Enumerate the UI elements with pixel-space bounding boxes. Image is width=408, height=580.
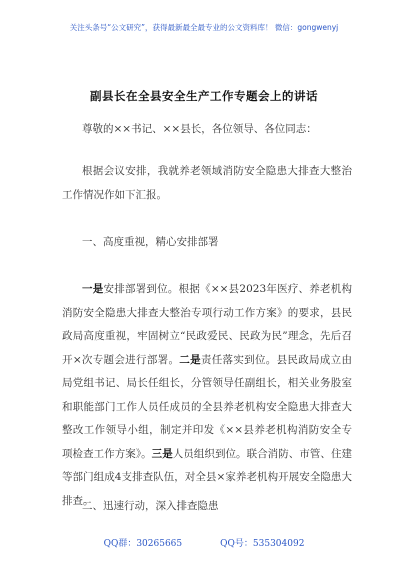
footer-qq-group: QQ群：30265665 xyxy=(103,539,183,549)
point-text-2: 责任落实到位。县民政局成立由局党组书记、局长任组长，分管领导任副组长，相关业务股室和职能部门工作人员任成员的全县养老机构安全隐患大排查大整改工作领导小组，制定并印发《××县养老机构消防安全专项检查工作方案》。 xyxy=(62,353,352,460)
point-lead-2: 二是 xyxy=(179,353,201,366)
section-heading-1: 一、高度重视，精心安排部署 xyxy=(82,236,219,248)
salutation: 尊敬的××书记、××县长，各位领导、各位同志： xyxy=(82,123,317,135)
point-text-3: 人员组织到位。联合消防、市管、住建等部门组成4支排查队伍，对全县×家养老机构开展安全隐患大排查。 xyxy=(62,447,353,507)
footer-qq-number: QQ号：535304092 xyxy=(220,539,305,549)
point-lead-3: 三是 xyxy=(151,447,173,460)
section-1-body xyxy=(62,278,352,513)
intro-paragraph: 根据会议安排，我就养老领域消防安全隐患大排查大整治工作情况作如下汇报。 xyxy=(62,165,352,201)
point-lead-1: 一是 xyxy=(82,283,104,295)
header-banner: 关注头条号“公文研究”，获得最新最全最专业的公文资料库！ 微信：gongwenyj xyxy=(69,23,339,32)
footer-contact xyxy=(0,536,408,549)
point-text-1: 安排部署到位。根据《××县2023年医疗、养老机构消防安全隐患大排查大整治专项行动工作方案》的要求，县民政局高度重视，牢固树立“民政爱民、民政为民”理念，先后召开×次专题会进行部署。 xyxy=(62,283,353,366)
page-title: 副县长在全县安全生产工作专题会上的讲话 xyxy=(90,89,318,103)
section-heading-2: 二、迅速行动，深入排查隐患 xyxy=(82,500,219,512)
